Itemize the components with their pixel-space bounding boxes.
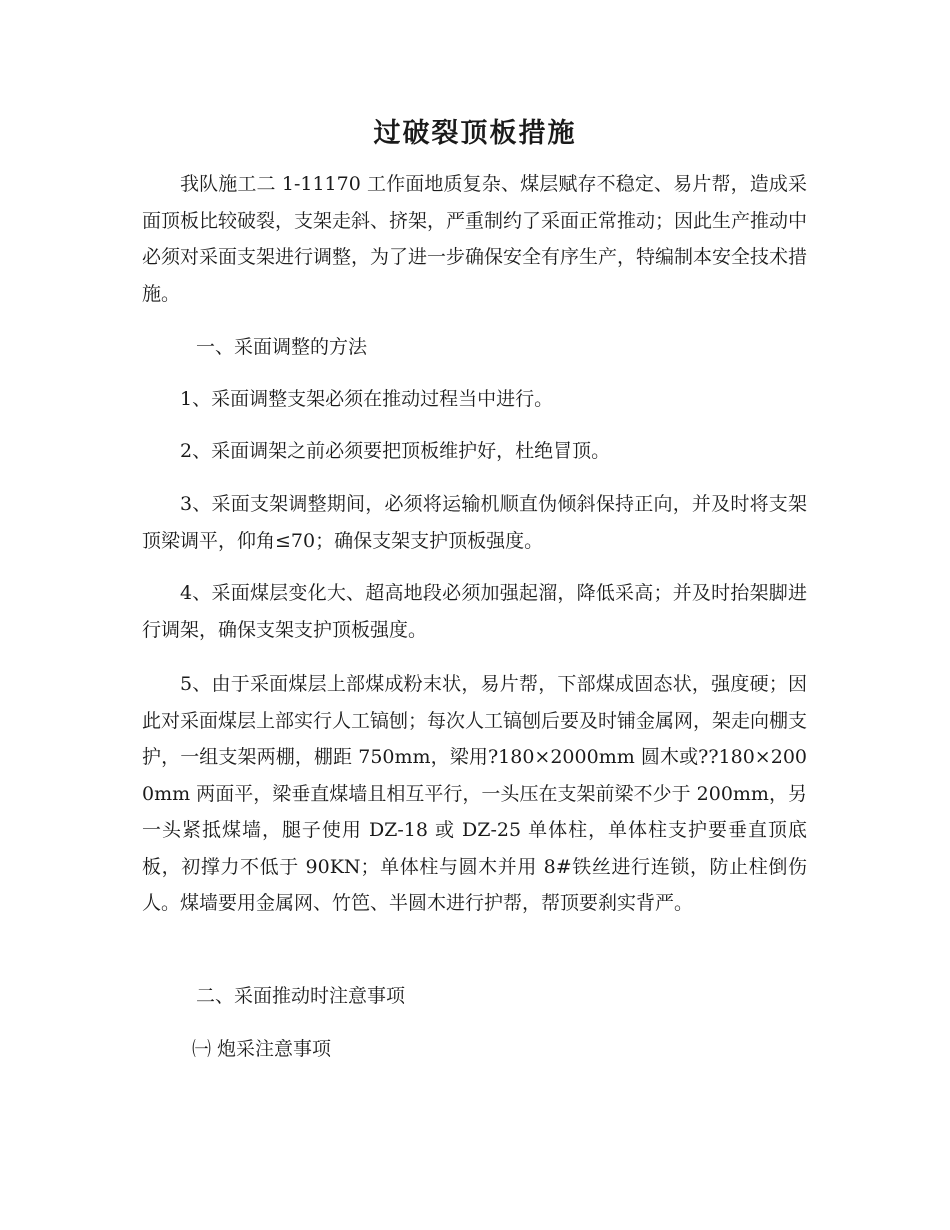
intro-paragraph: 我队施工二 1-11170 工作面地质复杂、煤层赋存不稳定、易片帮，造成采面顶板比较破裂，支架走斜、挤架，严重制约了采面正常推动；因此生产推动中必须对采面支架进行调整，为了进一步确保安全有序生产，特编制本安全技术措施。 [142,173,808,305]
list-item-1: 1、采面调整支架必须在推动过程当中进行。 [180,388,554,410]
list-item-3: 3、采面支架调整期间，必须将运输机顺直伪倾斜保持正向，并及时将支架顶梁调平，仰角≤70；确保支架支护顶板强度。 [142,493,807,552]
section-heading-1: 一、采面调整的方法 [196,336,368,358]
list-item-2: 2、采面调架之前必须要把顶板维护好，杜绝冒顶。 [180,440,611,462]
section-heading-2: 二、采面推动时注意事项 [196,985,406,1007]
list-item-4: 4、采面煤层变化大、超高地段必须加强起溜，降低采高；并及时抬架脚进行调架，确保支架支护顶板强度。 [142,582,807,641]
subsection-heading-1: ㈠ 炮采注意事项 [192,1038,332,1060]
document-title: 过破裂顶板措施 [373,118,577,149]
list-item-5: 5、由于采面煤层上部煤成粉末状，易片帮，下部煤成固态状，强度硬；因此对采面煤层上部实行人工镐刨；每次人工镐刨后要及时铺金属网，架走向棚支护，一组支架两棚，棚距 750mm，梁用?180×2000mm 圆木或??180×2000mm 两面平，梁垂直煤墙且相互平行，一头压在支架前梁不少于 200mm，另一头紧抵煤墙，腿子使用 DZ-18 或 DZ-25 单体柱，单体柱支护要垂直顶底板，初撑力不低于 90KN；单体柱与圆木并用 8#铁丝进行连锁，防止柱倒伤人。煤墙要用金属网、竹笆、半圆木进行护帮，帮顶要刹实背严。 [142,673,808,914]
